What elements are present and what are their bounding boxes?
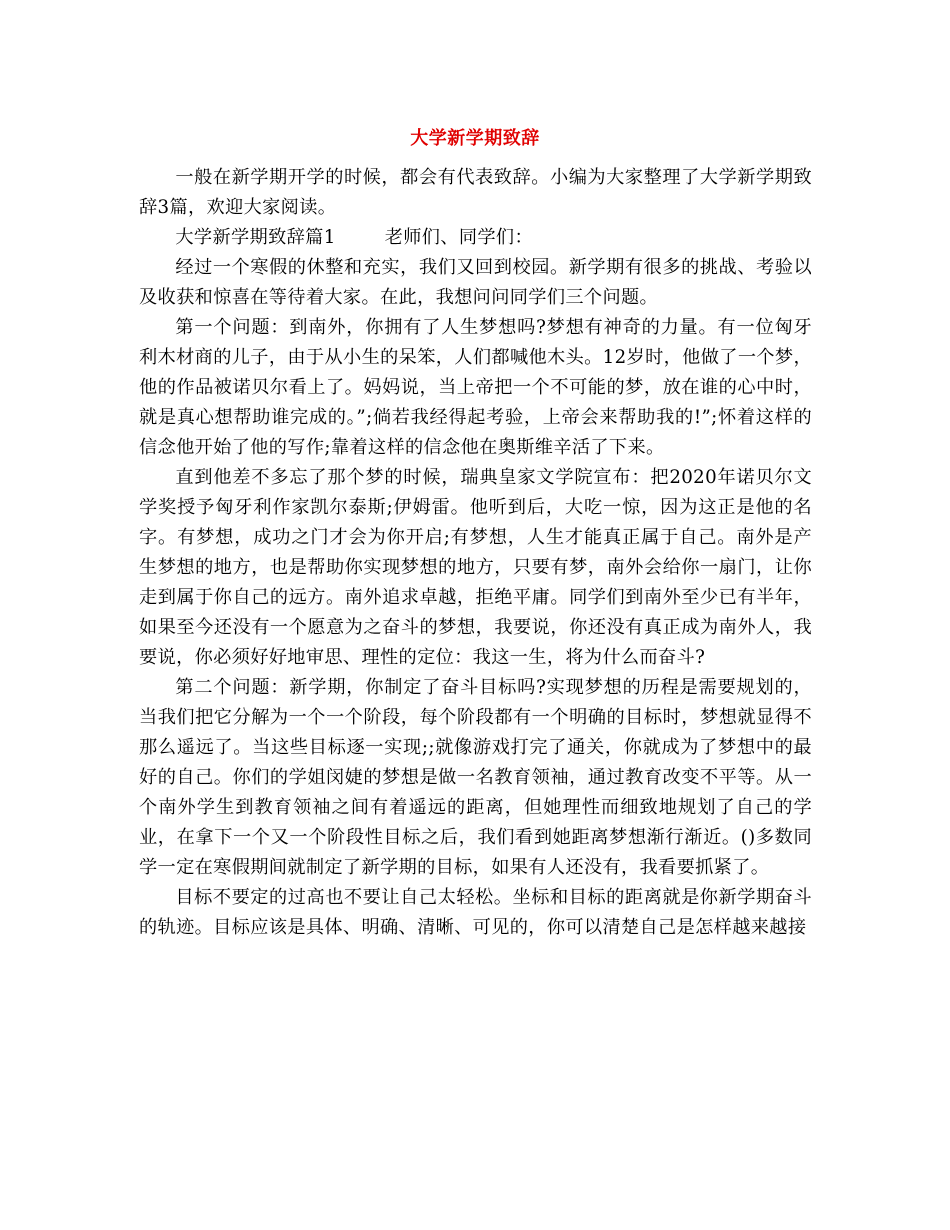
document-title: 大学新学期致辞 bbox=[410, 128, 540, 149]
section-heading-line bbox=[139, 223, 812, 253]
paragraph: 目标不要定的过高也不要让自己太轻松。坐标和目标的距离就是你新学期奋斗的轨迹。目标应该是具体、明确、清晰、可见的，你可以清楚自己是怎样越来越接 bbox=[139, 887, 812, 938]
document-body bbox=[139, 163, 812, 943]
paragraph: 直到他差不多忘了那个梦的时候，瑞典皇家文学院宣布：把2020年诺贝尔文学奖授予匈牙利作家凯尔泰斯;伊姆雷。他听到后，大吃一惊，因为这正是他的名字。有梦想，成功之门才会为你开启;有梦想，人生才能真正属于自己。南外是产生梦想的地方，也是帮助你实现梦想的地方，只要有梦，南外会给你一扇门，让你走到属于你自己的远方。南外追求卓越，拒绝平庸。同学们到南外至少已有半年，如果至今还没有一个愿意为之奋斗的梦想，我要说，你还没有真正成为南外人，我要说，你必须好好地审思、理性的定位：我这一生，将为什么而奋斗? bbox=[139, 467, 812, 668]
intro-paragraph: 一般在新学期开学的时候，都会有代表致辞。小编为大家整理了大学新学期致辞3篇，欢迎大家阅读。 bbox=[139, 167, 812, 218]
salutation: 老师们、同学们： bbox=[384, 227, 533, 248]
paragraph: 第二个问题：新学期，你制定了奋斗目标吗?实现梦想的历程是需要规划的，当我们把它分解为一个一个阶段，每个阶段都有一个明确的目标时，梦想就显得不那么遥远了。当这些目标逐一实现;;就像游戏打完了通关，你就成为了梦想中的最好的自己。你们的学姐闵婕的梦想是做一名教育领袖，通过教育改变不平等。从一个南外学生到教育领袖之间有着遥远的距离，但她理性而细致地规划了自己的学业，在拿下一个又一个阶段性目标之后，我们看到她距离梦想渐行渐近。()多数同学一定在寒假期间就制定了新学期的目标，如果有人还没有，我看要抓紧了。 bbox=[139, 677, 812, 878]
paragraph: 经过一个寒假的休整和充实，我们又回到校园。新学期有很多的挑战、考验以及收获和惊喜在等待着大家。在此，我想问问同学们三个问题。 bbox=[139, 257, 812, 308]
section-heading: 大学新学期致辞篇1 bbox=[175, 227, 336, 248]
paragraph: 第一个问题：到南外，你拥有了人生梦想吗?梦想有神奇的力量。有一位匈牙利木材商的儿子，由于从小生的呆笨，人们都喊他木头。12岁时，他做了一个梦，他的作品被诺贝尔看上了。妈妈说，当上帝把一个不可能的梦，放在谁的心中时，就是真心想帮助谁完成的。”;倘若我经得起考验，上帝会来帮助我的!”;怀着这样的信念他开始了他的写作;靠着这样的信念他在奥斯维辛活了下来。 bbox=[139, 317, 812, 458]
